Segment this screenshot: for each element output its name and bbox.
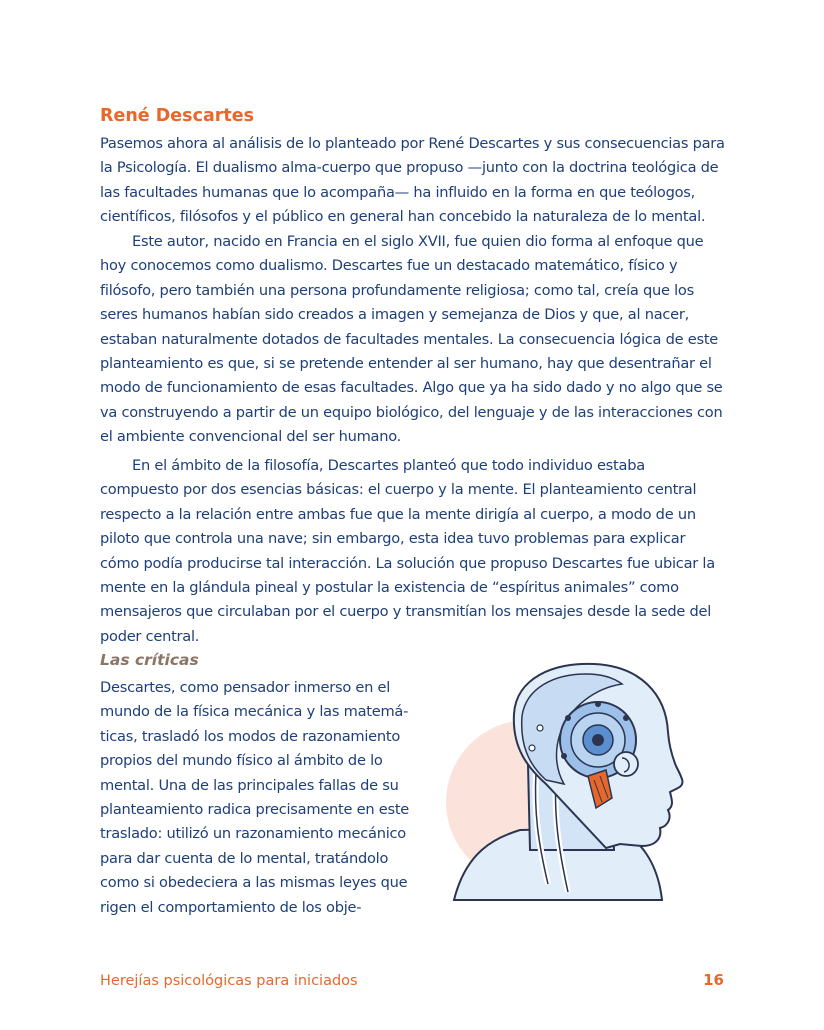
ear-piece [614, 752, 638, 776]
robot-head-icon [436, 652, 726, 912]
footer-book-title: Herejías psicológicas para iniciados [100, 973, 358, 989]
section-title: René Descartes [100, 106, 255, 126]
subsection-title: Las críticas [100, 651, 199, 669]
page-number: 16 [703, 971, 724, 989]
paragraph-2: Este autor, nacido en Francia en el siglo XVII, fue quien dio forma al enfoque que hoy conocemos como dualismo. Descartes fue un destacado matemático, físico y filósofo, pero también una persona profundamente religiosa; como tal, creía que los seres humanos habían sido creados a imagen y semejanza de Dios y que, al nacer, estaban naturalmente dotados de facultades mentales. La consecuencia lógica de este planteamiento es que, si se pretende entender al ser humano, hay que desentrañar el modo de funcionamiento de esas facultades. Algo que ya ha sido dado y no algo que se va construyendo a partir de un equipo biológico, del lenguaje y de las interacciones con el ambiente convencional del ser humano. [100, 233, 723, 446]
subsection-paragraph: Descartes, como pensador inmerso en el mundo de la física mecánica y las matemáticas, trasladó los modos de razonamiento propios del mundo físico al ámbito de lo mental. Una de las principales fallas de su planteamiento radica precisamente en este traslado: utilizó un razonamiento mecánico para dar cuenta de lo mental, tratándolo como si obedeciera a las mismas leyes que rigen el comportamiento de los obje- [100, 679, 410, 916]
paragraph-1: Pasemos ahora al análisis de lo planteado por René Descartes y sus consecuencias para la Psicología. El dualismo alma-cuerpo que propuso —junto con la doctrina teológica de las facultades humanas que lo acompaña— ha influido en la forma en que teólogos, científicos, filósofos y el público en general han concebido la naturaleza de lo mental. [100, 135, 725, 226]
paragraph-3: En el ámbito de la filosofía, Descartes planteó que todo individuo estaba compuesto por dos esencias básicas: el cuerpo y la mente. El planteamiento central respecto a la relación entre ambas fue que la mente dirigía al cuerpo, a modo de un piloto que controla una nave; sin embargo, esta idea tuvo problemas para explicar cómo podía producirse tal interacción. La solución que propuso Descartes fue ubicar la mente en la glándula pineal y postular la existencia de “espíritus animales” como mensajeros que circulaban por el cuerpo y transmitían los mensajes desde la sede del poder central. [100, 457, 715, 645]
